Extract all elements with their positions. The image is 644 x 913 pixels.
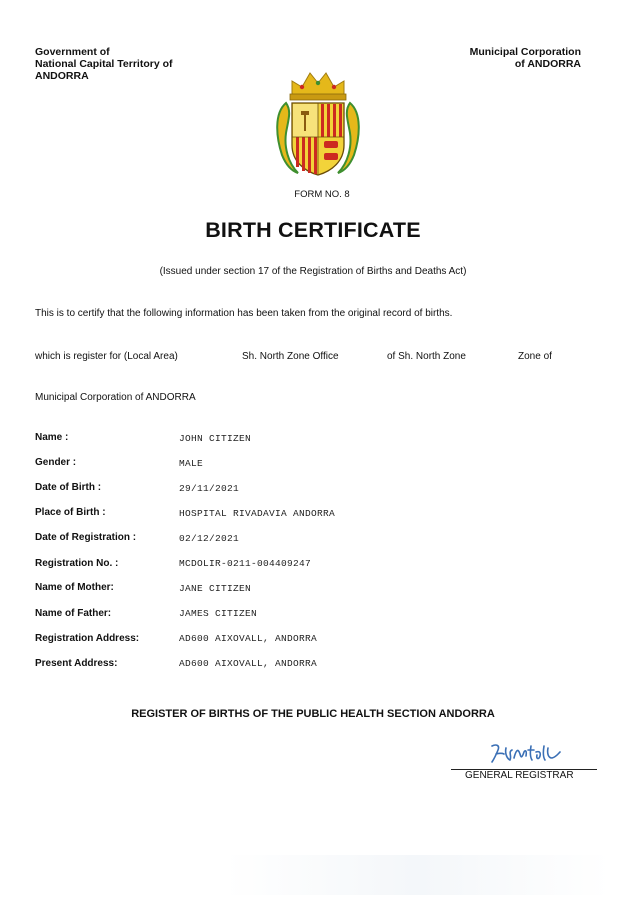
field-value-registration-address: AD600 AIXOVALL, ANDORRA: [179, 633, 318, 644]
form-number: FORM NO. 8: [294, 189, 350, 200]
zone-of-label: Zone of: [518, 351, 552, 362]
field-value-present-address: AD600 AIXOVALL, ANDORRA: [179, 658, 318, 669]
field-value-date-of-registration: 02/12/2021: [179, 533, 240, 544]
field-label-mother: Name of Mother:: [35, 582, 114, 593]
field-label-present-address: Present Address:: [35, 658, 118, 669]
issuer-right-line1: Municipal Corporation: [469, 46, 581, 58]
field-label-date-of-registration: Date of Registration :: [35, 532, 137, 543]
field-value-date-of-birth: 29/11/2021: [179, 483, 240, 494]
registrar-signature: [486, 742, 566, 766]
of-zone-value: of Sh. North Zone: [387, 351, 466, 362]
registrar-title: GENERAL REGISTRAR: [465, 770, 574, 781]
field-value-mother: JANE CITIZEN: [179, 583, 252, 594]
document-title: BIRTH CERTIFICATE: [205, 218, 421, 242]
issuer-left-line2: National Capital Territory of: [35, 58, 173, 70]
register-footer-heading: REGISTER OF BIRTHS OF THE PUBLIC HEALTH SECTION ANDORRA: [131, 708, 495, 720]
register-for-label: which is register for (Local Area): [35, 351, 178, 362]
field-value-father: JAMES CITIZEN: [179, 608, 258, 619]
field-label-father: Name of Father:: [35, 608, 112, 619]
certify-statement: This is to certify that the following information has been taken from the original record of births.: [35, 308, 453, 319]
field-label-gender: Gender :: [35, 457, 77, 468]
zone-office-value: Sh. North Zone Office: [242, 351, 339, 362]
field-value-place-of-birth: HOSPITAL RIVADAVIA ANDORRA: [179, 508, 336, 519]
scan-artifact: [225, 855, 610, 895]
field-value-registration-no: MCDOLIR-0211-004409247: [179, 558, 312, 569]
document-subtitle: (Issued under section 17 of the Registration of Births and Deaths Act): [159, 266, 467, 277]
issuer-left-line1: Government of: [35, 46, 110, 58]
field-label-registration-no: Registration No. :: [35, 558, 119, 569]
field-label-name: Name :: [35, 432, 69, 443]
coat-of-arms-seal: [272, 67, 364, 179]
municipality-line: Municipal Corporation of ANDORRA: [35, 392, 196, 403]
field-label-place-of-birth: Place of Birth :: [35, 507, 106, 518]
issuer-right-line2: of ANDORRA: [514, 58, 581, 70]
field-label-date-of-birth: Date of Birth :: [35, 482, 102, 493]
field-value-name: JOHN CITIZEN: [179, 433, 252, 444]
field-label-registration-address: Registration Address:: [35, 633, 140, 644]
field-value-gender: MALE: [179, 458, 204, 469]
issuer-left: [35, 46, 173, 82]
issuer-left-line3: ANDORRA: [35, 70, 89, 82]
issuer-right: [470, 46, 581, 70]
